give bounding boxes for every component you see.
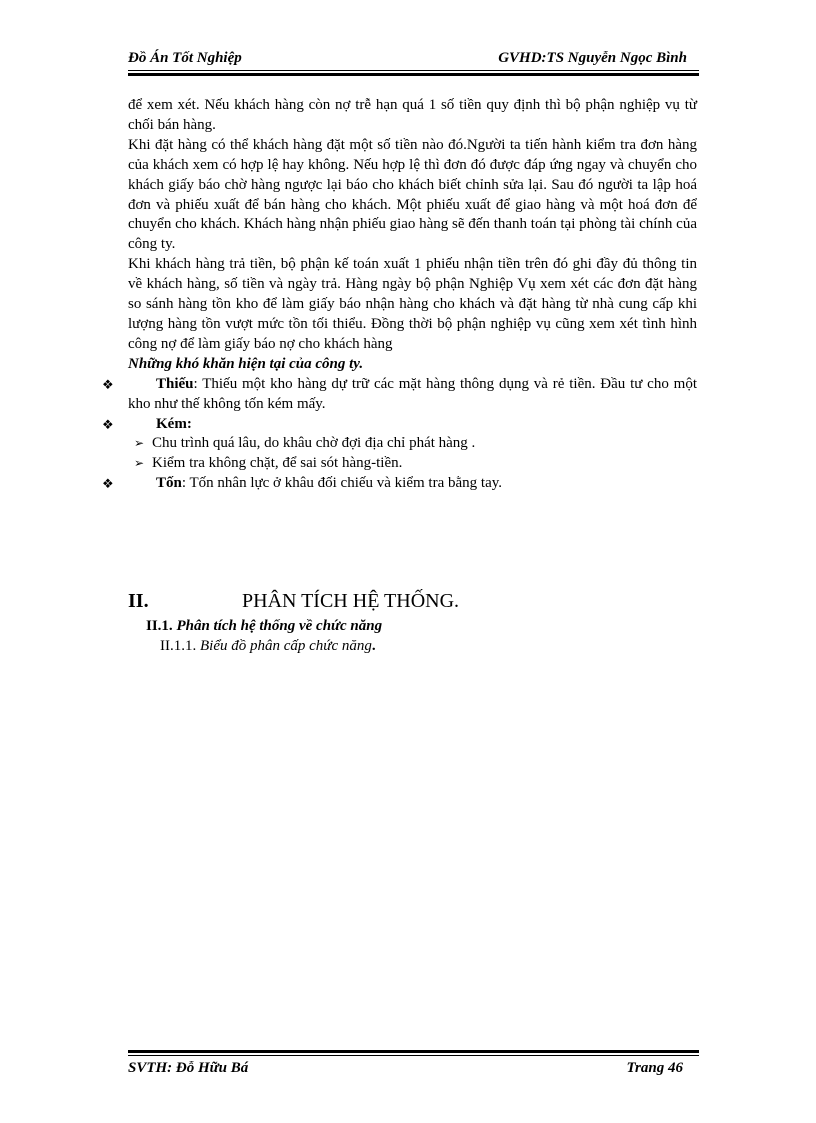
- bullet-kem: [102, 415, 697, 435]
- page-footer: [128, 1058, 699, 1080]
- bullet-ton: [102, 474, 697, 494]
- header-supervisor: GVHD:TS Nguyễn Ngọc Bình: [498, 50, 687, 66]
- subsubsection-title: Biểu đồ phân cấp chức năng: [200, 638, 372, 654]
- section-number: II.: [128, 590, 149, 612]
- subsection-heading: [146, 618, 382, 635]
- diamond-bullet-icon: ❖: [102, 476, 114, 492]
- arrow-bullet-icon: ➢: [134, 436, 145, 451]
- subsubsection-number: II.1.1.: [160, 638, 197, 654]
- subsection-number: II.1.: [146, 618, 173, 634]
- thieu-label: Thiếu: [156, 375, 194, 392]
- bullet-thieu: [102, 375, 697, 415]
- paragraph-3: Khi khách hàng trả tiền, bộ phận kế toán xuất 1 phiếu nhận tiền trên đó ghi đầy đủ thông tin về khách hàng, số tiền và ngày trả. Hàng ngày bộ phận Nghiệp Vụ xem xét các đơn đặt hàng so sánh hàng tồn kho để làm giấy báo nhận hàng cho khách và đặt hàng từ nhà cung cấp khi lượng hàng tồn vượt mức tồn tối thiểu. Đồng thời bộ phận nghiệp vụ cũng xem xét tình hình công nợ để làm giấy báo nợ cho khách hàng: [128, 256, 697, 352]
- kem-label: Kém:: [156, 415, 192, 432]
- subsubsection-heading: [160, 638, 376, 655]
- ton-text: : Tốn nhân lực ở khâu đối chiếu và kiểm tra bằng tay.: [181, 475, 503, 492]
- kem-item: [128, 454, 697, 474]
- kem-item: [128, 434, 697, 454]
- footer-rule-thick: [128, 1050, 699, 1053]
- body-text: [102, 96, 697, 494]
- footer-page-number: Trang 46: [626, 1060, 683, 1076]
- diamond-bullet-icon: ❖: [102, 376, 114, 392]
- thieu-text: : Thiếu một kho hàng dự trữ các mặt hàng thông dụng và rẻ tiền. Đầu tư cho một kho như thế không tốn kém mấy.: [128, 375, 697, 412]
- section-title: PHÂN TÍCH HỆ THỐNG.: [242, 590, 460, 612]
- page-header: [128, 48, 699, 70]
- footer-student: SVTH: Đỗ Hữu Bá: [128, 1060, 249, 1076]
- footer-rule-thin: [128, 1055, 699, 1056]
- kem-item-text: Kiểm tra không chặt, để sai sót hàng-tiền.: [152, 455, 403, 472]
- paragraph-1: để xem xét. Nếu khách hàng còn nợ trễ hạn quá 1 số tiền quy định thì bộ phận nghiệp vụ từ chối bán hàng.: [128, 97, 697, 133]
- diamond-bullet-icon: ❖: [102, 416, 114, 432]
- subsection-title: Phân tích hệ thống về chức năng: [176, 618, 383, 634]
- header-rule-thick: [128, 73, 699, 76]
- kem-item-text: Chu trình quá lâu, do khâu chờ đợi địa chỉ phát hàng .: [152, 435, 476, 452]
- arrow-bullet-icon: ➢: [134, 456, 145, 471]
- subsubsection-period: .: [371, 638, 376, 654]
- header-document-title: Đồ Án Tốt Nghiệp: [128, 50, 242, 66]
- header-rule-thin: [128, 70, 699, 71]
- paragraph-2: Khi đặt hàng có thể khách hàng đặt một số tiền nào đó.Người ta tiến hành kiểm tra đơn hàng của khách xem có hợp lệ hay không. Nếu hợp lệ thì đơn đó được đáp ứng ngay và chuyển cho khách giấy báo chờ hàng ngược lại báo cho khách biết chỉnh sửa lại. Sau đó người ta lập hoá đơn và phiếu xuất để bán hàng cho khách. Một phiếu xuất để giao hàng và một hoá đơn để chuyển cho khách. Khách hàng nhận phiếu giao hàng sẽ đến thanh toán tại phòng tài chính của công ty.: [128, 136, 697, 253]
- ton-label: Tốn: [156, 475, 182, 492]
- difficulties-heading: Những khó khăn hiện tại của công ty.: [128, 355, 364, 372]
- section-heading: [128, 590, 697, 620]
